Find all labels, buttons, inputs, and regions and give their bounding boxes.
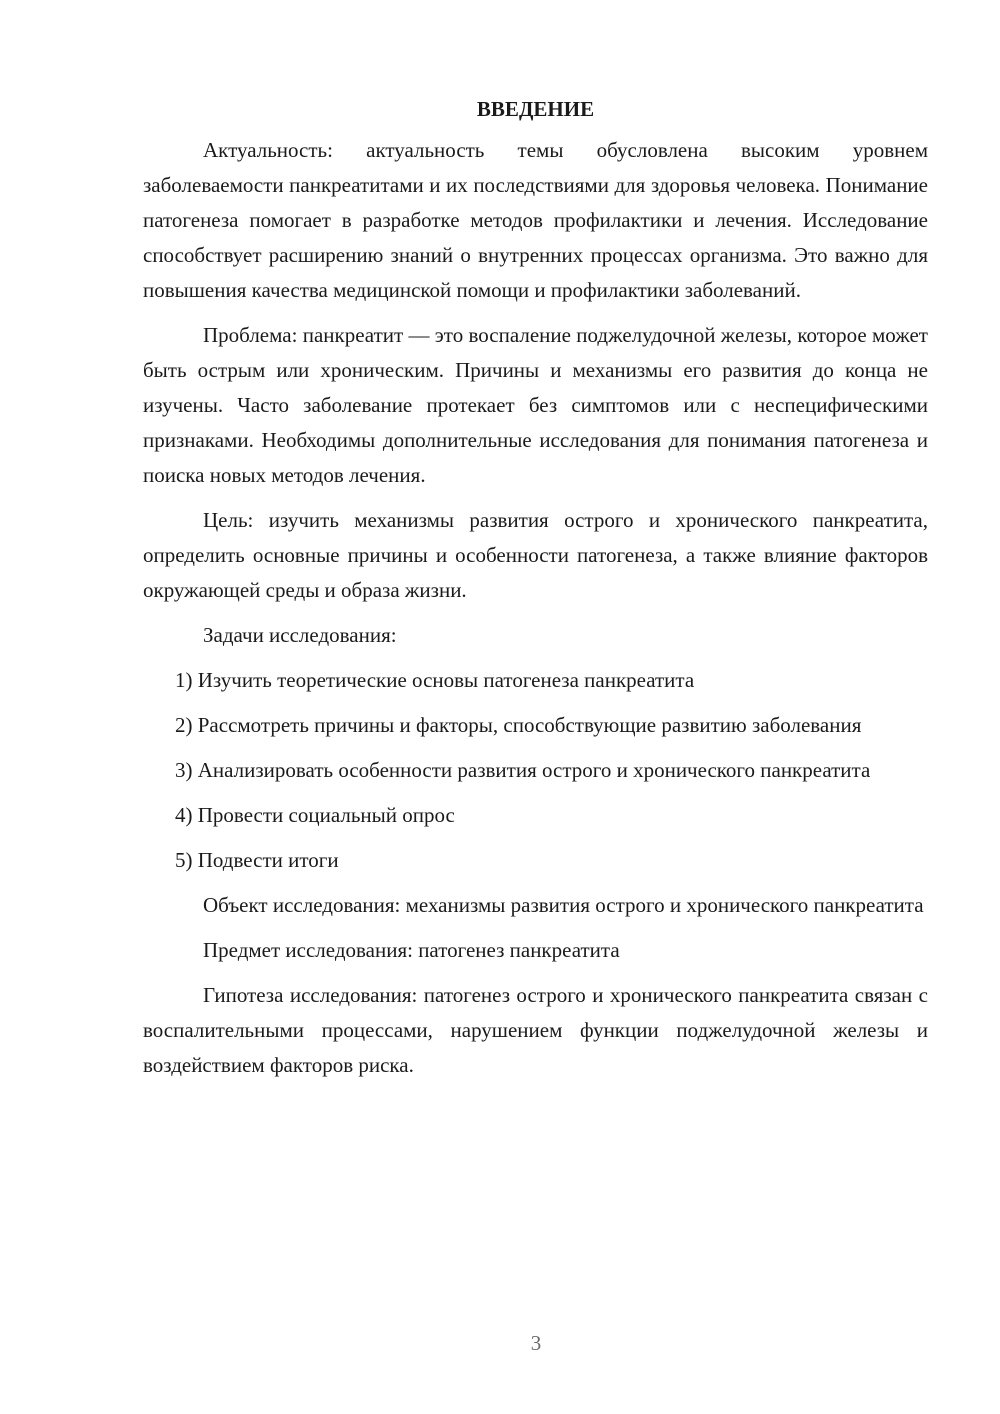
paragraph-tasks-heading: Задачи исследования: (203, 623, 397, 647)
paragraph-problem: Проблема: панкреатит — это воспаление поджелудочной железы, которое может быть острым или хроническим. Причины и механизмы его развития до конца не изучены. Часто заболевание протекает без симптомов или с неспецифическими признаками. Необходимы дополнительные исследования для понимания патогенеза и поиска новых методов лечения. (143, 323, 928, 487)
page-number: 3 (530, 1331, 542, 1355)
task-item: 4) Провести социальный опрос (175, 803, 455, 827)
document-page (143, 92, 928, 1093)
paragraph-goal: Цель: изучить механизмы развития острого и хронического панкреатита, определить основные причины и особенности патогенеза, а также влияние факторов окружающей среды и образа жизни. (143, 508, 928, 602)
paragraph-subject: Предмет исследования: патогенез панкреатита (203, 938, 620, 962)
task-item: 3) Анализировать особенности развития острого и хронического панкреатита (175, 758, 871, 782)
paragraph-hypothesis: Гипотеза исследования: патогенез острого и хронического панкреатита связан с воспалительными процессами, нарушением функции поджелудочной железы и воздействием факторов риска. (143, 983, 928, 1077)
page-title: ВВЕДЕНИЕ (476, 97, 595, 121)
task-item: 2) Рассмотреть причины и факторы, способствующие развитию заболевания (175, 713, 862, 737)
task-item: 5) Подвести итоги (175, 848, 339, 872)
task-item: 1) Изучить теоретические основы патогенеза панкреатита (175, 668, 695, 692)
paragraph-object: Объект исследования: механизмы развития острого и хронического панкреатита (203, 893, 924, 917)
paragraph-relevance: Актуальность: актуальность темы обусловлена высоким уровнем заболеваемости панкреатитами и их последствиями для здоровья человека. Понимание патогенеза помогает в разработке методов профилактики и лечения. Исследование способствует расширению знаний о внутренних процессах организма. Это важно для повышения качества медицинской помощи и профилактики заболеваний. (143, 138, 928, 302)
